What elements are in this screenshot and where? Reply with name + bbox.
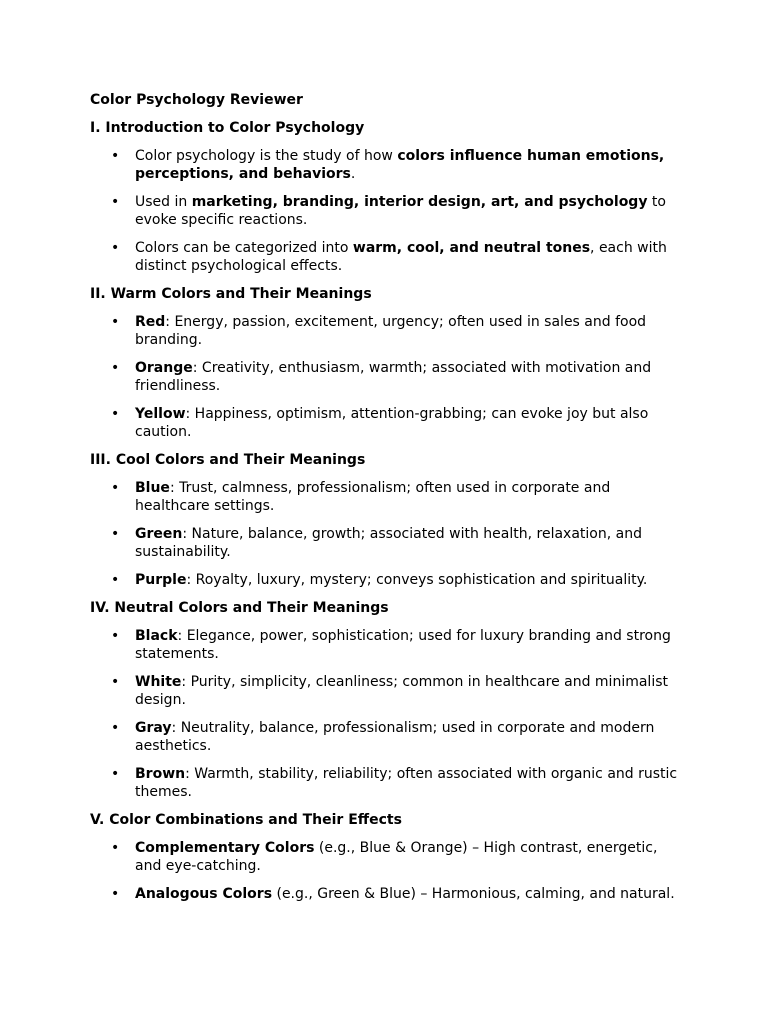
bold-text: Analogous Colors (135, 886, 273, 902)
bold-text: Complementary Colors (135, 840, 315, 856)
bullet-icon: • (111, 766, 120, 782)
body-text: : Purity, simplicity, cleanliness; common in healthcare and minimalist design. (135, 674, 668, 708)
body-text: . (350, 166, 356, 182)
list-item (90, 239, 680, 275)
bullet-icon: • (111, 406, 120, 422)
list-item (90, 885, 680, 903)
body-text: : Warmth, stability, reliability; often associated with organic and rustic themes. (135, 766, 678, 800)
bold-text: White (135, 674, 182, 690)
section-heading: II. Warm Colors and Their Meanings (90, 286, 372, 302)
list-item (90, 479, 680, 515)
bold-text: warm, cool, and neutral tones (352, 240, 591, 256)
bullet-icon: • (111, 628, 120, 644)
body-text: Color psychology is the study of how (135, 148, 398, 164)
bold-text: Purple (135, 572, 187, 588)
body-text: : Energy, passion, excitement, urgency; often used in sales and food branding. (135, 314, 647, 348)
list-item (90, 627, 680, 663)
bullet-list (90, 313, 680, 441)
document-body (90, 119, 680, 903)
body-text: : Neutrality, balance, professionalism; used in corporate and modern aesthetics. (135, 720, 655, 754)
bullet-icon: • (111, 840, 120, 856)
bullet-icon: • (111, 886, 120, 902)
bullet-icon: • (111, 194, 120, 210)
document-title: Color Psychology Reviewer (90, 92, 303, 108)
bullet-icon: • (111, 148, 120, 164)
body-text: : Nature, balance, growth; associated with health, relaxation, and sustainability. (135, 526, 642, 560)
list-item (90, 193, 680, 229)
bullet-icon: • (111, 572, 120, 588)
list-item (90, 313, 680, 349)
bullet-icon: • (111, 720, 120, 736)
list-item (90, 673, 680, 709)
bullet-icon: • (111, 480, 120, 496)
bullet-icon: • (111, 314, 120, 330)
bold-text: Brown (135, 766, 186, 782)
bullet-icon: • (111, 240, 120, 256)
body-text: , each with distinct psychological effects. (135, 240, 667, 274)
list-item (90, 719, 680, 755)
bold-text: Green (135, 526, 183, 542)
bold-text: Gray (135, 720, 172, 736)
body-text: to evoke specific reactions. (135, 194, 666, 228)
body-text: (e.g., Blue & Orange) – High contrast, energetic, and eye-catching. (135, 840, 658, 874)
bold-text: colors influence human emotions, perceptions, and behaviors (135, 148, 665, 182)
body-text: : Royalty, luxury, mystery; conveys sophistication and spirituality. (186, 572, 648, 588)
body-text: : Creativity, enthusiasm, warmth; associated with motivation and friendliness. (135, 360, 652, 394)
section-heading: III. Cool Colors and Their Meanings (90, 452, 366, 468)
body-text: (e.g., Green & Blue) – Harmonious, calming, and natural. (272, 886, 675, 902)
section-heading: V. Color Combinations and Their Effects (90, 812, 402, 828)
body-text: Colors can be categorized into (135, 240, 353, 256)
list-item (90, 571, 680, 589)
list-item (90, 765, 680, 801)
bold-text: Red (135, 314, 166, 330)
document-page (90, 91, 680, 913)
list-item (90, 525, 680, 561)
body-text: : Trust, calmness, professionalism; often used in corporate and healthcare settings. (135, 480, 611, 514)
body-text: : Elegance, power, sophistication; used for luxury branding and strong statements. (135, 628, 671, 662)
list-item (90, 405, 680, 441)
bold-text: Yellow (135, 406, 186, 422)
bold-text: Blue (135, 480, 170, 496)
list-item (90, 839, 680, 875)
bullet-icon: • (111, 360, 120, 376)
bold-text: Black (135, 628, 178, 644)
section-heading: IV. Neutral Colors and Their Meanings (90, 600, 389, 616)
bold-text: marketing, branding, interior design, art, and psychology (191, 194, 648, 210)
section-heading: I. Introduction to Color Psychology (90, 120, 365, 136)
bullet-list (90, 479, 680, 589)
bold-text: Orange (135, 360, 193, 376)
list-item (90, 147, 680, 183)
bullet-list (90, 627, 680, 801)
bullet-list (90, 839, 680, 903)
bullet-list (90, 147, 680, 275)
list-item (90, 359, 680, 395)
body-text: Used in (135, 194, 192, 210)
bullet-icon: • (111, 526, 120, 542)
body-text: : Happiness, optimism, attention-grabbing; can evoke joy but also caution. (135, 406, 649, 440)
bullet-icon: • (111, 674, 120, 690)
